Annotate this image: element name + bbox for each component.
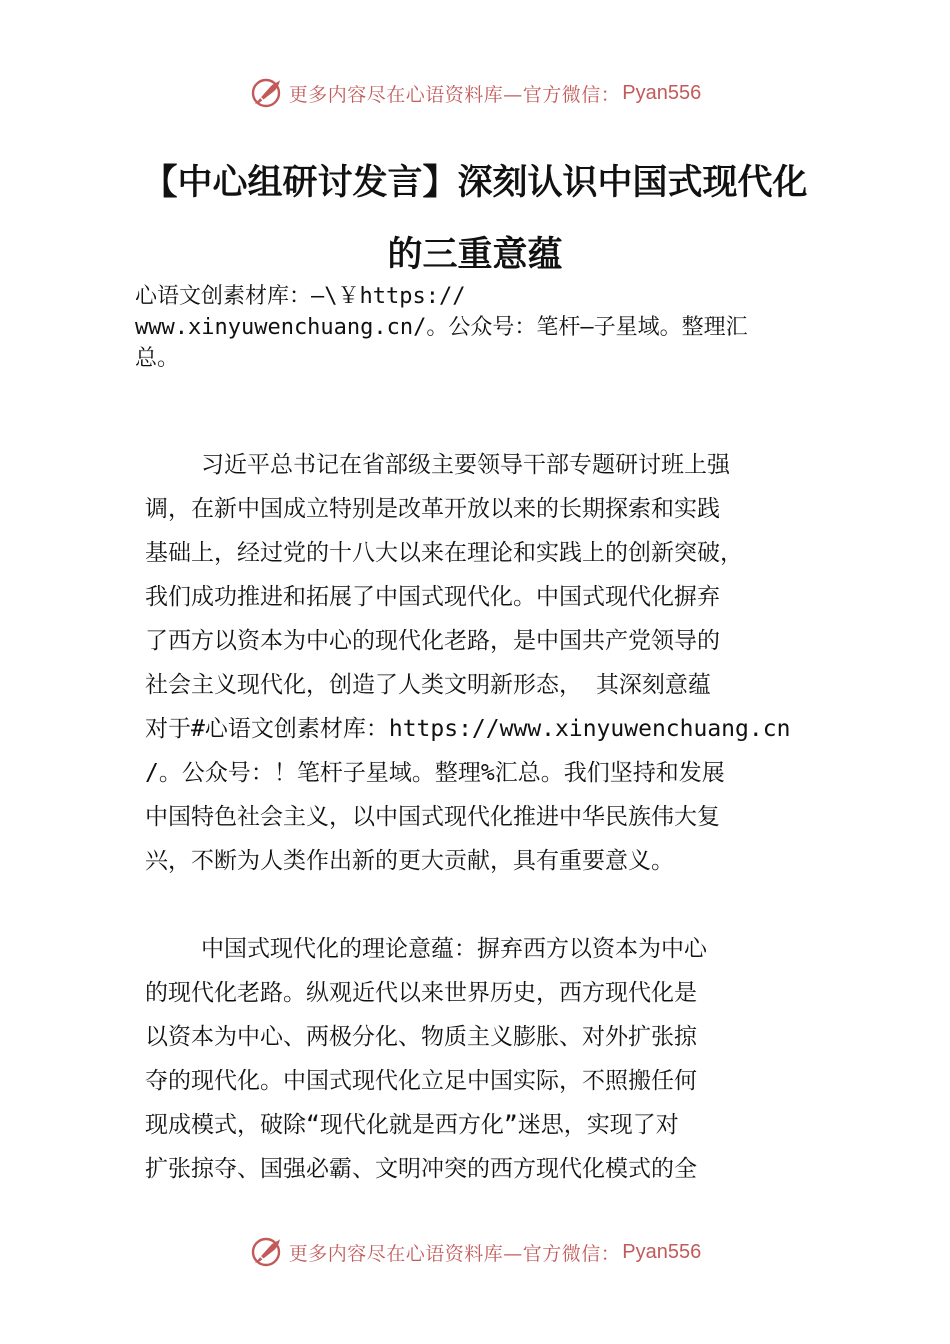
paragraph-line: 扩张掠夺、国强必霸、文明冲突的西方现代化模式的全	[145, 1156, 697, 1182]
top-banner	[0, 73, 950, 113]
banner-text: 更多内容尽在心语资料库—官方微信：	[288, 1242, 621, 1265]
paragraph-line: 对于#心语文创素材库：https://www.xinyuwenchuang.cn	[145, 716, 791, 742]
paragraph-line: /。公众号：！笔杆子星域。整理%汇总。我们坚持和发展	[145, 760, 725, 786]
paragraph-line: 现成模式，破除“现代化就是西方化”迷思，实现了对	[145, 1112, 679, 1138]
paragraph-line: 基础上，经过党的十八大以来在理论和实践上的创新突破，	[145, 540, 743, 566]
paragraph-line: 以资本为中心、两极分化、物质主义膨胀、对外扩张掠	[145, 1024, 697, 1050]
paragraph-line: 夺的现代化。中国式现代化立足中国实际，不照搬任何	[145, 1068, 697, 1094]
document-title-line-2: 的三重意蕴	[387, 235, 563, 275]
source-line: 心语文创素材库：—\￥https://	[135, 284, 466, 309]
paragraph-line: 了西方以资本为中心的现代化老路，是中国共产党领导的	[145, 628, 720, 654]
source-note	[135, 281, 825, 374]
paragraph-line: 我们成功推进和拓展了中国式现代化。中国式现代化摒弃	[145, 584, 720, 610]
banner-wechat-id: Pyan556	[622, 81, 702, 104]
paragraph-line: 中国式现代化的理论意蕴：摒弃西方以资本为中心	[201, 936, 707, 962]
paragraph-line: 习近平总书记在省部级主要领导干部专题研讨班上强	[201, 452, 730, 478]
banner-text: 更多内容尽在心语资料库—官方微信：	[288, 83, 621, 106]
source-line: 总。	[135, 346, 180, 371]
paragraph-line: 社会主义现代化，创造了人类文明新形态， 其深刻意蕴	[145, 672, 711, 698]
paragraph-line: 调，在新中国成立特别是改革开放以来的长期探索和实践	[145, 496, 720, 522]
quill-logo-icon	[249, 1235, 283, 1269]
quill-logo-icon	[249, 76, 283, 110]
document-title-line-1: 【中心组研讨发言】深刻认识中国式现代化	[142, 163, 808, 203]
source-line: www.xinyuwenchuang.cn/。公众号：笔杆—子星域。整理汇	[135, 315, 748, 340]
banner-wechat-id: Pyan556	[622, 1240, 702, 1263]
paragraph-line: 的现代化老路。纵观近代以来世界历史，西方现代化是	[145, 980, 697, 1006]
bottom-banner	[0, 1232, 950, 1272]
paragraph-2	[145, 927, 835, 1191]
paragraph-line: 中国特色社会主义，以中国式现代化推进中华民族伟大复	[145, 804, 720, 830]
paragraph-line: 兴，不断为人类作出新的更大贡献，具有重要意义。	[145, 848, 674, 874]
paragraph-1	[145, 443, 835, 883]
